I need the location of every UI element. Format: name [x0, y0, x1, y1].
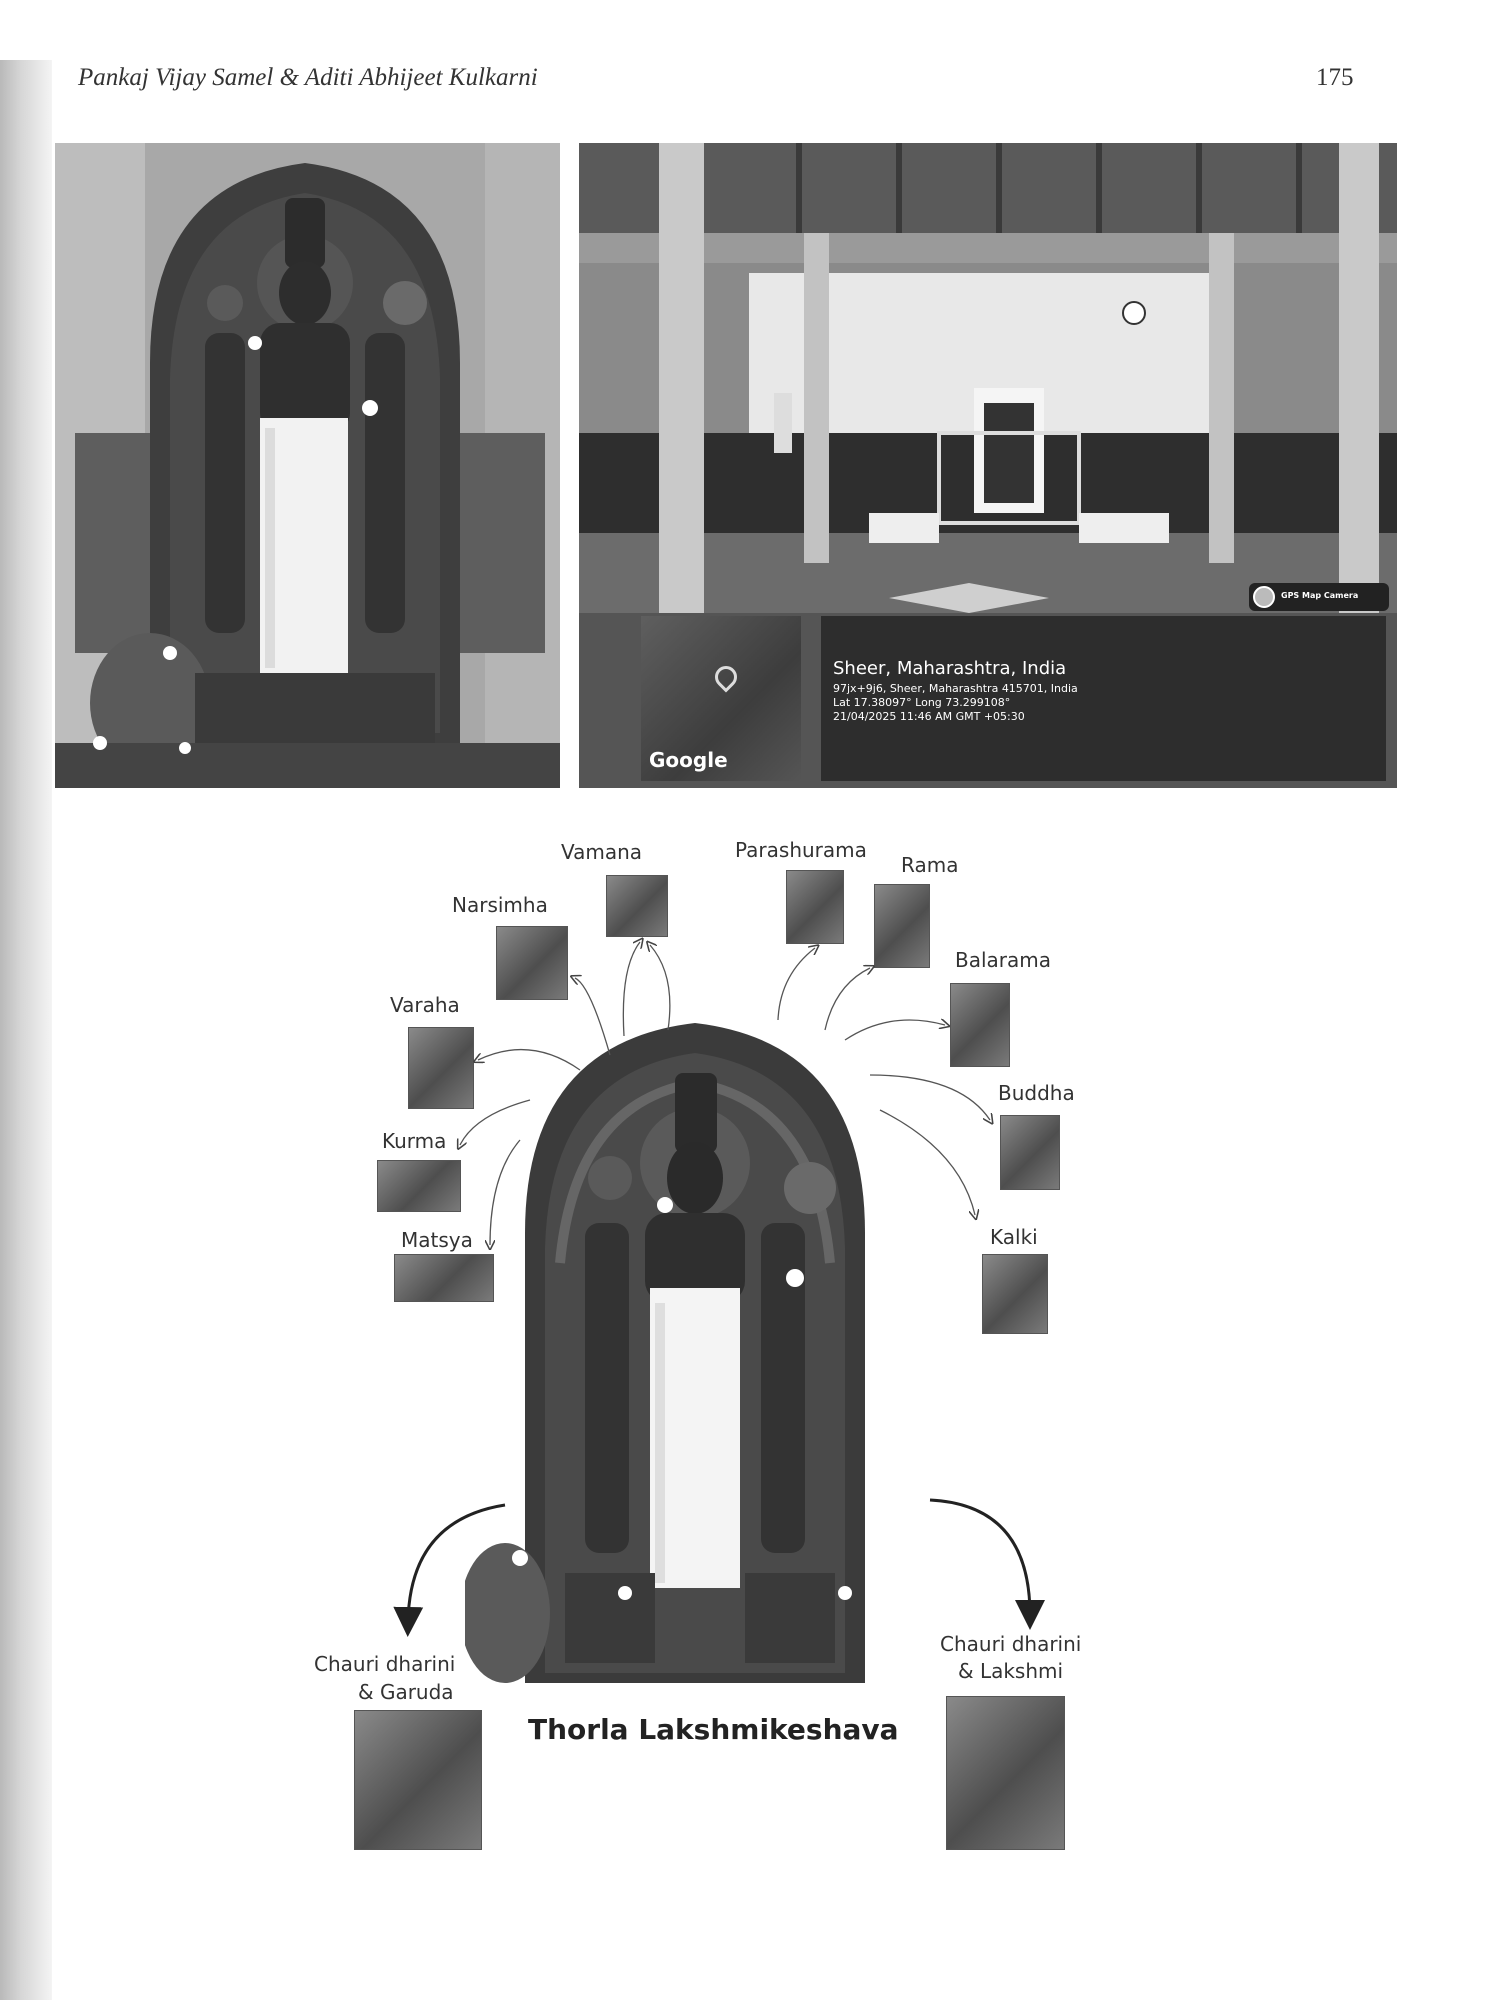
avatar-label-buddha: Buddha [998, 1081, 1075, 1105]
scan-edge-shadow [0, 60, 52, 2000]
idol-closeup-illustration [55, 143, 560, 788]
avatar-label-narsimha: Narsimha [452, 893, 548, 917]
avatar-label-varaha: Varaha [390, 993, 460, 1017]
avatar-thumb-matsya [394, 1254, 494, 1302]
attendant-right-line1: Chauri dharini [940, 1632, 1082, 1656]
avatar-label-matsya: Matsya [401, 1228, 473, 1252]
geotag-place: Sheer, Maharashtra, India [833, 658, 1067, 679]
avatar-label-kurma: Kurma [382, 1129, 447, 1153]
geotag-address: 97jx+9j6, Sheer, Maharashtra 415701, India [833, 682, 1078, 695]
main-idol-photo [465, 1013, 925, 1683]
avatar-thumb-balarama [950, 983, 1010, 1067]
attendant-right-thumb [946, 1696, 1065, 1850]
geotag-coords: Lat 17.38097° Long 73.299108° [833, 696, 1011, 709]
attendant-left-line1: Chauri dharini [314, 1652, 456, 1676]
figure-caption: Thorla Lakshmikeshava [528, 1713, 899, 1746]
running-head-authors: Pankaj Vijay Samel & Aditi Abhijeet Kulkarni [78, 64, 538, 91]
geotag-info-panel [821, 616, 1386, 781]
attendant-left-thumb [354, 1710, 482, 1850]
avatar-label-rama: Rama [901, 853, 959, 877]
avatar-thumb-vamana [606, 875, 668, 937]
map-brand: Google [649, 748, 728, 772]
avatar-label-vamana: Vamana [561, 840, 643, 864]
avatar-label-parashurama: Parashurama [735, 838, 867, 862]
attendant-left-line2: & Garuda [358, 1680, 454, 1704]
avatar-thumb-parashurama [786, 870, 844, 944]
gps-camera-badge [1249, 583, 1389, 611]
page-number: 175 [1316, 64, 1354, 91]
temple-interior-photo [579, 143, 1397, 788]
camera-icon [1253, 586, 1275, 608]
geotag-minimap [641, 616, 801, 781]
avatar-thumb-rama [874, 884, 930, 968]
avatar-label-balarama: Balarama [955, 948, 1052, 972]
geotag-datetime: 21/04/2025 11:46 AM GMT +05:30 [833, 710, 1025, 723]
avatar-thumb-kalki [982, 1254, 1048, 1334]
avatar-thumb-kurma [377, 1160, 461, 1212]
avatar-label-kalki: Kalki [990, 1225, 1038, 1249]
avatar-thumb-narsimha [496, 926, 568, 1000]
gps-camera-badge-label: GPS Map Camera [1281, 591, 1359, 600]
avatar-thumb-buddha [1000, 1115, 1060, 1190]
main-idol-illustration [465, 1013, 925, 1683]
avatar-thumb-varaha [408, 1027, 474, 1109]
idol-closeup-photo [55, 143, 560, 788]
attendant-right-line2: & Lakshmi [958, 1659, 1064, 1683]
map-pin-icon [710, 661, 741, 692]
